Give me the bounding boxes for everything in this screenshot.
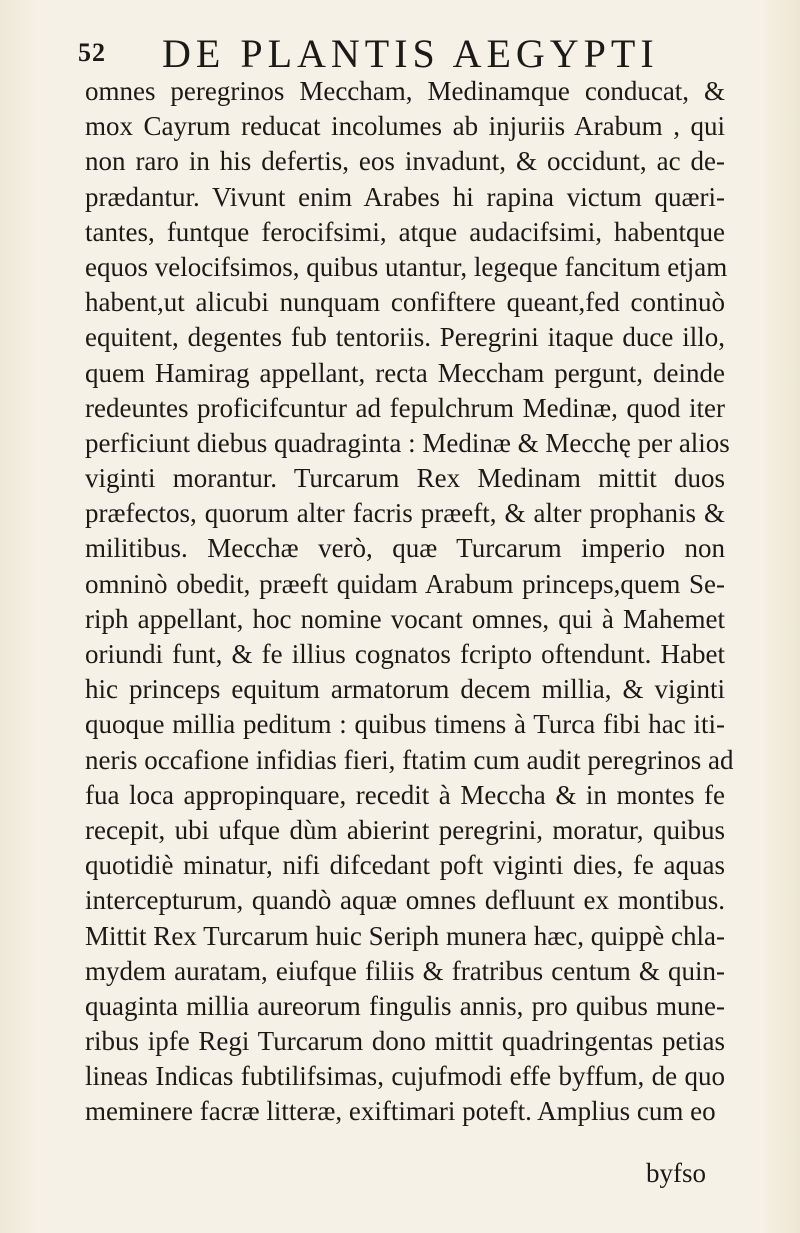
text-line: Mittit Rex Turcarum huic Seriph munera hæc, quippè chla- xyxy=(85,920,725,951)
text-line: prædantur. Vivunt enim Arabes hi rapina victum quæri- xyxy=(85,181,725,212)
text-line: equos velocifsimos, quibus utantur, legeque fancitum etjam xyxy=(85,251,728,282)
text-line: fua loca appropinquare, recedit à Meccha & in montes fe xyxy=(85,779,725,810)
text-line: mox Cayrum reducat incolumes ab injuriis Arabum , qui xyxy=(85,111,725,142)
text-line: recepit, ubi ufque dùm abierint peregrini, moratur, quibus xyxy=(85,814,725,845)
running-title: DE PLANTIS AEGYPTI xyxy=(162,31,659,76)
body-text xyxy=(85,74,734,1130)
text-line: militibus. Mecchæ verò, quæ Turcarum imperio non xyxy=(85,533,725,564)
text-line: perficiunt diebus quadraginta : Medinæ & Mecchę per alios xyxy=(85,427,730,458)
text-line: tantes, funtque ferocifsimi, atque audacifsimi, habentque xyxy=(85,216,725,247)
text-line: viginti morantur. Turcarum Rex Medinam mittit duos xyxy=(85,463,725,494)
text-line: hic princeps equitum armatorum decem millia, & viginti xyxy=(85,674,725,705)
text-line: habent,ut alicubi nunquam confiftere queant,fed continuò xyxy=(85,287,725,318)
text-line: quem Hamirag appellant, recta Meccham pergunt, deinde xyxy=(85,357,725,388)
text-line: præfectos, quorum alter facris præeft, & alter prophanis & xyxy=(85,498,725,529)
text-line: intercepturum, quandò aquæ omnes defluunt ex montibus. xyxy=(85,885,725,916)
text-line: neris occafione infidias fieri, ftatim cum audit peregrinos ad xyxy=(85,744,734,775)
text-line: mydem auratam, eiufque filiis & fratribus centum & quin- xyxy=(85,955,725,986)
text-line: oriundi funt, & fe illius cognatos fcripto oftendunt. Habet xyxy=(85,639,725,669)
text-line: equitent, degentes fub tentoriis. Peregrini itaque duce illo, xyxy=(85,322,725,353)
text-line: omnes peregrinos Meccham, Medinamque conducat, & xyxy=(85,76,725,106)
text-line: quoque millia peditum : quibus timens à Turca fibi hac iti- xyxy=(85,709,725,740)
catchword: byfso xyxy=(646,1158,706,1188)
running-head xyxy=(78,28,718,78)
text-line: omninò obedit, præeft quidam Arabum princeps,quem Se- xyxy=(85,568,725,599)
text-line: ribus ipfe Regi Turcarum dono mittit quadringentas petias xyxy=(85,1026,725,1057)
page-number: 52 xyxy=(78,38,106,67)
text-line: riph appellant, hoc nomine vocant omnes, qui à Mahemet xyxy=(85,603,725,634)
text-line: lineas Indicas fubtilifsimas, cujufmodi effe byffum, de quo xyxy=(85,1061,725,1092)
text-line: redeuntes proficifcuntur ad fepulchrum Medinæ, quod iter xyxy=(85,392,725,423)
text-line: meminere facræ litteræ, exiftimari poteft. Amplius cum eo xyxy=(85,1096,716,1127)
text-line: quaginta millia aureorum fingulis annis, pro quibus mune- xyxy=(85,990,725,1021)
text-line: quotidiè minatur, nifi difcedant poft viginti dies, fe aquas xyxy=(85,850,725,881)
text-line: non raro in his defertis, eos invadunt, & occidunt, ac de- xyxy=(85,146,725,177)
